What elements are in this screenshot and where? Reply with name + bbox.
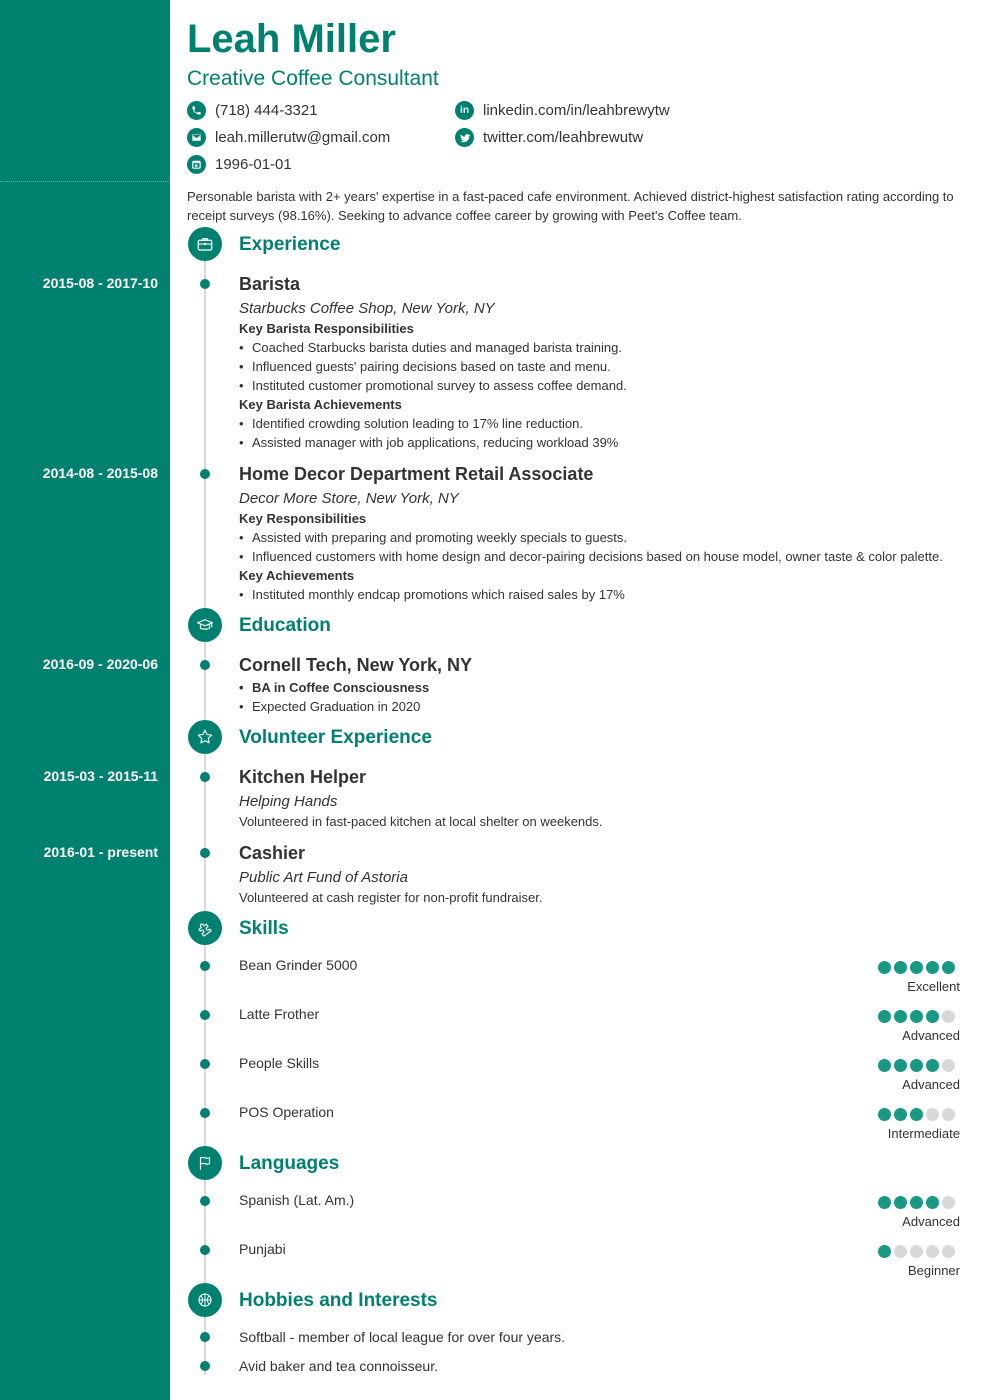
- job-2-role: Home Decor Department Retail Associate: [239, 464, 594, 484]
- rating-dot-filled: [926, 1010, 939, 1023]
- rating-dot-filled: [910, 1010, 923, 1023]
- skill-rating: [878, 1108, 955, 1121]
- rating-dot-filled: [878, 1196, 891, 1209]
- timeline-line: [204, 255, 206, 1375]
- rating-dot-empty: [926, 1245, 939, 1258]
- birthdate-text: 1996-01-01: [215, 156, 292, 173]
- timeline-dot: [200, 1361, 210, 1371]
- timeline-dot: [200, 848, 210, 858]
- language-name: Punjabi: [239, 1241, 286, 1257]
- education-degree: • BA in Coffee Consciousness: [239, 680, 429, 696]
- job-1-ach-heading: Key Barista Achievements: [239, 397, 402, 412]
- contact-phone: [187, 101, 318, 120]
- rating-dot-filled: [894, 1059, 907, 1072]
- rating-dot-filled: [926, 1196, 939, 1209]
- linkedin-icon: in: [455, 101, 474, 120]
- timeline-dot: [200, 1245, 210, 1255]
- rating-dot-filled: [926, 1059, 939, 1072]
- rating-dot-empty: [942, 1010, 955, 1023]
- timeline-dot: [200, 279, 210, 289]
- rating-dot-empty: [926, 1108, 939, 1121]
- rating-dot-empty: [942, 1108, 955, 1121]
- skill-rating: [878, 961, 955, 974]
- timeline-dot: [200, 1196, 210, 1206]
- rating-dot-filled: [910, 1108, 923, 1121]
- flag-icon: [188, 1146, 222, 1180]
- rating-dot-filled: [894, 1108, 907, 1121]
- volunteer-2-org: Public Art Fund of Astoria: [239, 869, 408, 886]
- sidebar: [0, 0, 170, 1400]
- skill-level: Intermediate: [887, 1126, 960, 1141]
- rating-dot-empty: [942, 1059, 955, 1072]
- section-title-education: Education: [239, 615, 331, 636]
- twitter-icon: [455, 128, 474, 147]
- volunteer-1-org: Helping Hands: [239, 793, 338, 810]
- skill-name: People Skills: [239, 1055, 320, 1071]
- job-1-resp-item: • Influenced guests' pairing decisions based on taste and menu.: [239, 359, 611, 375]
- calendar-icon: [187, 155, 206, 174]
- skill-level: Advanced: [902, 1077, 960, 1092]
- language-level: Beginner: [907, 1263, 960, 1278]
- job-2-resp-item: • Influenced customers with home design and decor-pairing decisions based on house model, owner taste & color palette.: [239, 549, 943, 565]
- phone-icon: [187, 101, 206, 120]
- volunteer-2-dates: 2016-01 - present: [43, 844, 158, 860]
- job-2-resp-item: • Assisted with preparing and promoting weekly specials to guests.: [239, 530, 627, 546]
- language-name: Spanish (Lat. Am.): [239, 1192, 355, 1208]
- skill-rating: [878, 1010, 955, 1023]
- email-text[interactable]: leah.millerutw@gmail.com: [215, 129, 391, 146]
- rating-dot-filled: [878, 1245, 891, 1258]
- twitter-text[interactable]: twitter.com/leahbrewutw: [483, 129, 644, 146]
- skill-level: Advanced: [902, 1028, 960, 1043]
- job-2-ach-heading: Key Achievements: [239, 568, 355, 583]
- language-level: Advanced: [902, 1214, 960, 1229]
- linkedin-text[interactable]: linkedin.com/in/leahbrewytw: [483, 102, 670, 119]
- rating-dot-filled: [894, 961, 907, 974]
- basketball-icon: [188, 1283, 222, 1317]
- timeline-dot: [200, 961, 210, 971]
- section-title-hobbies: Hobbies and Interests: [239, 1290, 438, 1311]
- rating-dot-filled: [878, 961, 891, 974]
- section-title-languages: Languages: [239, 1153, 340, 1174]
- timeline-dot: [200, 772, 210, 782]
- rating-dot-filled: [942, 961, 955, 974]
- briefcase-icon: [188, 227, 222, 261]
- contact-twitter[interactable]: [455, 128, 643, 147]
- rating-dot-filled: [910, 1059, 923, 1072]
- job-1-role: Barista: [239, 274, 301, 294]
- contact-email[interactable]: [187, 128, 390, 147]
- contact-linkedin[interactable]: [455, 101, 670, 120]
- skill-name: Bean Grinder 5000: [239, 957, 358, 973]
- profile-summary: Personable barista with 2+ years' expertise in a fast-paced cafe environment. Achieved district-highest satisfaction rating according to receipt surveys (98.16%). Seeking to advance coffee career by growing with Peet's Coffee team.: [187, 189, 954, 223]
- education-note: • Expected Graduation in 2020: [239, 699, 420, 715]
- sidebar-divider: [0, 181, 170, 182]
- graduation-cap-icon: [188, 608, 222, 642]
- timeline-dot: [200, 660, 210, 670]
- job-1-ach-item: • Assisted manager with job applications, reducing workload 39%: [239, 435, 618, 451]
- job-1-ach-item: • Identified crowding solution leading to 17% line reduction.: [239, 416, 583, 432]
- job-1-dates: 2015-08 - 2017-10: [42, 275, 158, 291]
- rating-dot-filled: [878, 1059, 891, 1072]
- rating-dot-filled: [878, 1010, 891, 1023]
- skill-name: POS Operation: [239, 1104, 334, 1120]
- skill-name: Latte Frother: [239, 1006, 320, 1022]
- skill-rating: [878, 1059, 955, 1072]
- volunteer-1-desc: Volunteered in fast-paced kitchen at local shelter on weekends.: [239, 814, 603, 829]
- job-1-resp-item: • Coached Starbucks barista duties and managed barista training.: [239, 340, 622, 356]
- job-2-ach-item: • Instituted monthly endcap promotions which raised sales by 17%: [239, 587, 625, 603]
- volunteer-2-desc: Volunteered at cash register for non-profit fundraiser.: [239, 890, 543, 905]
- rating-dot-filled: [926, 961, 939, 974]
- job-1-resp-item: • Instituted customer promotional survey to assess coffee demand.: [239, 378, 627, 394]
- language-rating: [878, 1196, 955, 1209]
- job-2-dates: 2014-08 - 2015-08: [42, 465, 158, 481]
- timeline-dot: [200, 1010, 210, 1020]
- job-1-company: Starbucks Coffee Shop, New York, NY: [239, 300, 495, 317]
- job-2-company: Decor More Store, New York, NY: [239, 490, 459, 507]
- rating-dot-empty: [910, 1245, 923, 1258]
- section-title-experience: Experience: [239, 234, 341, 255]
- volunteer-1-dates: 2015-03 - 2015-11: [43, 768, 158, 784]
- rating-dot-empty: [894, 1245, 907, 1258]
- rating-dot-filled: [878, 1108, 891, 1121]
- timeline-dot: [200, 1059, 210, 1069]
- job-1-resp-heading: Key Barista Responsibilities: [239, 321, 414, 336]
- job-title: Creative Coffee Consultant: [187, 67, 439, 90]
- section-title-skills: Skills: [239, 918, 289, 939]
- volunteer-1-role: Kitchen Helper: [239, 767, 367, 787]
- puzzle-icon: [188, 911, 222, 945]
- rating-dot-filled: [894, 1196, 907, 1209]
- star-icon: [188, 720, 222, 754]
- section-title-volunteer: Volunteer Experience: [239, 727, 432, 748]
- phone-text: (718) 444-3321: [215, 102, 318, 119]
- contact-birthdate: [187, 155, 292, 174]
- rating-dot-filled: [894, 1010, 907, 1023]
- hobby-item: Softball - member of local league for over four years.: [239, 1329, 566, 1345]
- timeline-dot: [200, 469, 210, 479]
- timeline-dot: [200, 1108, 210, 1118]
- rating-dot-empty: [942, 1245, 955, 1258]
- rating-dot-empty: [942, 1196, 955, 1209]
- language-rating: [878, 1245, 955, 1258]
- timeline-dot: [200, 1332, 210, 1342]
- envelope-icon: [187, 128, 206, 147]
- volunteer-2-role: Cashier: [239, 843, 306, 863]
- rating-dot-filled: [910, 1196, 923, 1209]
- education-school: Cornell Tech, New York, NY: [239, 655, 473, 675]
- hobby-item: Avid baker and tea connoisseur.: [239, 1358, 438, 1374]
- education-dates: 2016-09 - 2020-06: [42, 656, 158, 672]
- rating-dot-filled: [910, 961, 923, 974]
- skill-level: Excellent: [907, 979, 960, 994]
- candidate-name: Leah Miller: [187, 17, 396, 61]
- job-2-resp-heading: Key Responsibilities: [239, 511, 367, 526]
